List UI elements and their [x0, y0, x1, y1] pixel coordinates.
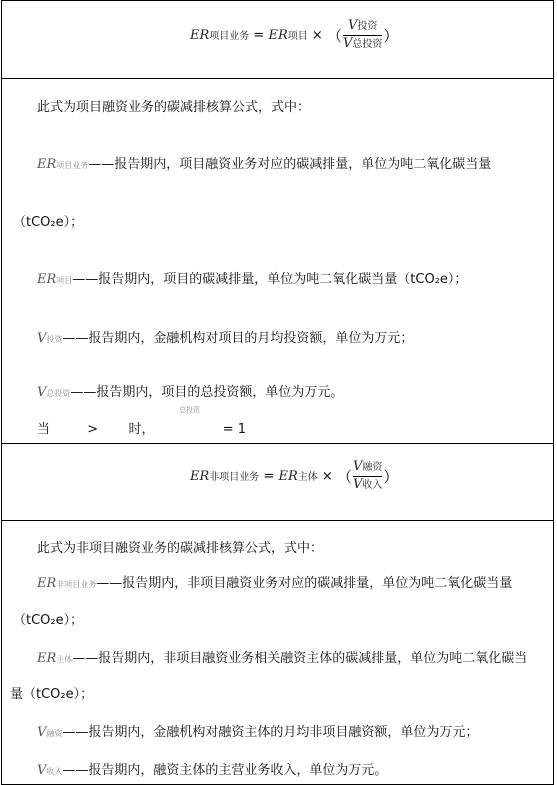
symbol-er: ER	[190, 28, 210, 43]
equals-sign: =	[263, 469, 275, 484]
subscript: 主体	[297, 472, 318, 483]
definition-v-financing: V融资——报告期内，金融机构对融资主体的月均非项目融资额，单位为万元；	[37, 725, 479, 740]
definition-continuation: 量（tCO₂e）；	[10, 687, 94, 702]
symbol-er: ER	[190, 469, 210, 484]
definition-er-project-business: ER项目业务——报告期内，项目融资业务对应的碳减排量，单位为吨二氧化碳当量	[37, 157, 492, 172]
symbol-er: ER	[268, 28, 288, 43]
condition-subscript: 总投资	[179, 406, 200, 414]
left-paren: （	[336, 468, 352, 486]
definition-continuation: （tCO₂e）；	[13, 215, 84, 230]
right-paren: ）	[383, 27, 399, 45]
subscript: 项目业务	[209, 31, 250, 42]
fraction	[343, 19, 382, 52]
explanation-row-non-project	[1, 520, 554, 785]
intro-text: 此式为非项目融资业务的碳减排核算公式，式中：	[37, 541, 324, 556]
definition-v-income: V收入——报告期内，融资主体的主营业务收入，单位为万元。	[37, 763, 388, 778]
definition-er-entity: ER主体——报告期内，非项目融资业务相关融资主体的碳减排量，单位为吨二氧化碳当	[37, 651, 528, 666]
subscript: 非项目业务	[209, 472, 260, 483]
times-sign: ×	[321, 469, 333, 484]
fraction	[353, 460, 382, 493]
left-paren: （	[326, 27, 342, 45]
explanation-row-project	[1, 78, 554, 444]
equals-sign: =	[253, 28, 265, 43]
formula-row-non-project	[1, 443, 554, 521]
formula-row-project	[1, 0, 554, 79]
definition-v-investment: V投资——报告期内，金融机构对项目的月均投资额，单位为万元；	[37, 331, 414, 346]
fraction-denominator: V总投资	[342, 36, 383, 51]
formula-project	[190, 19, 398, 52]
definition-v-total-investment: V总投资——报告期内，项目的总投资额，单位为万元。	[37, 385, 344, 400]
fraction-denominator: V收入	[352, 477, 383, 492]
subscript: 项目	[287, 31, 308, 42]
definition-er-non-project-business: ER非项目业务——报告期内，非项目融资业务对应的碳减排量，单位为吨二氧化碳当量	[37, 576, 513, 591]
condition-line: 当 > 时， = 1	[37, 422, 247, 437]
formula-non-project	[190, 460, 398, 493]
definition-continuation: （tCO₂e）；	[13, 613, 84, 628]
symbol-er: ER	[278, 469, 298, 484]
right-paren: ）	[383, 468, 399, 486]
intro-text: 此式为项目融资业务的碳减排核算公式，式中：	[37, 100, 311, 115]
times-sign: ×	[311, 28, 323, 43]
definition-er-project: ER项目——报告期内，项目的碳减排量，单位为吨二氧化碳当量（tCO₂e）；	[37, 272, 468, 287]
fraction-numerator: V投资	[347, 18, 378, 33]
fraction-numerator: V融资	[352, 459, 383, 474]
